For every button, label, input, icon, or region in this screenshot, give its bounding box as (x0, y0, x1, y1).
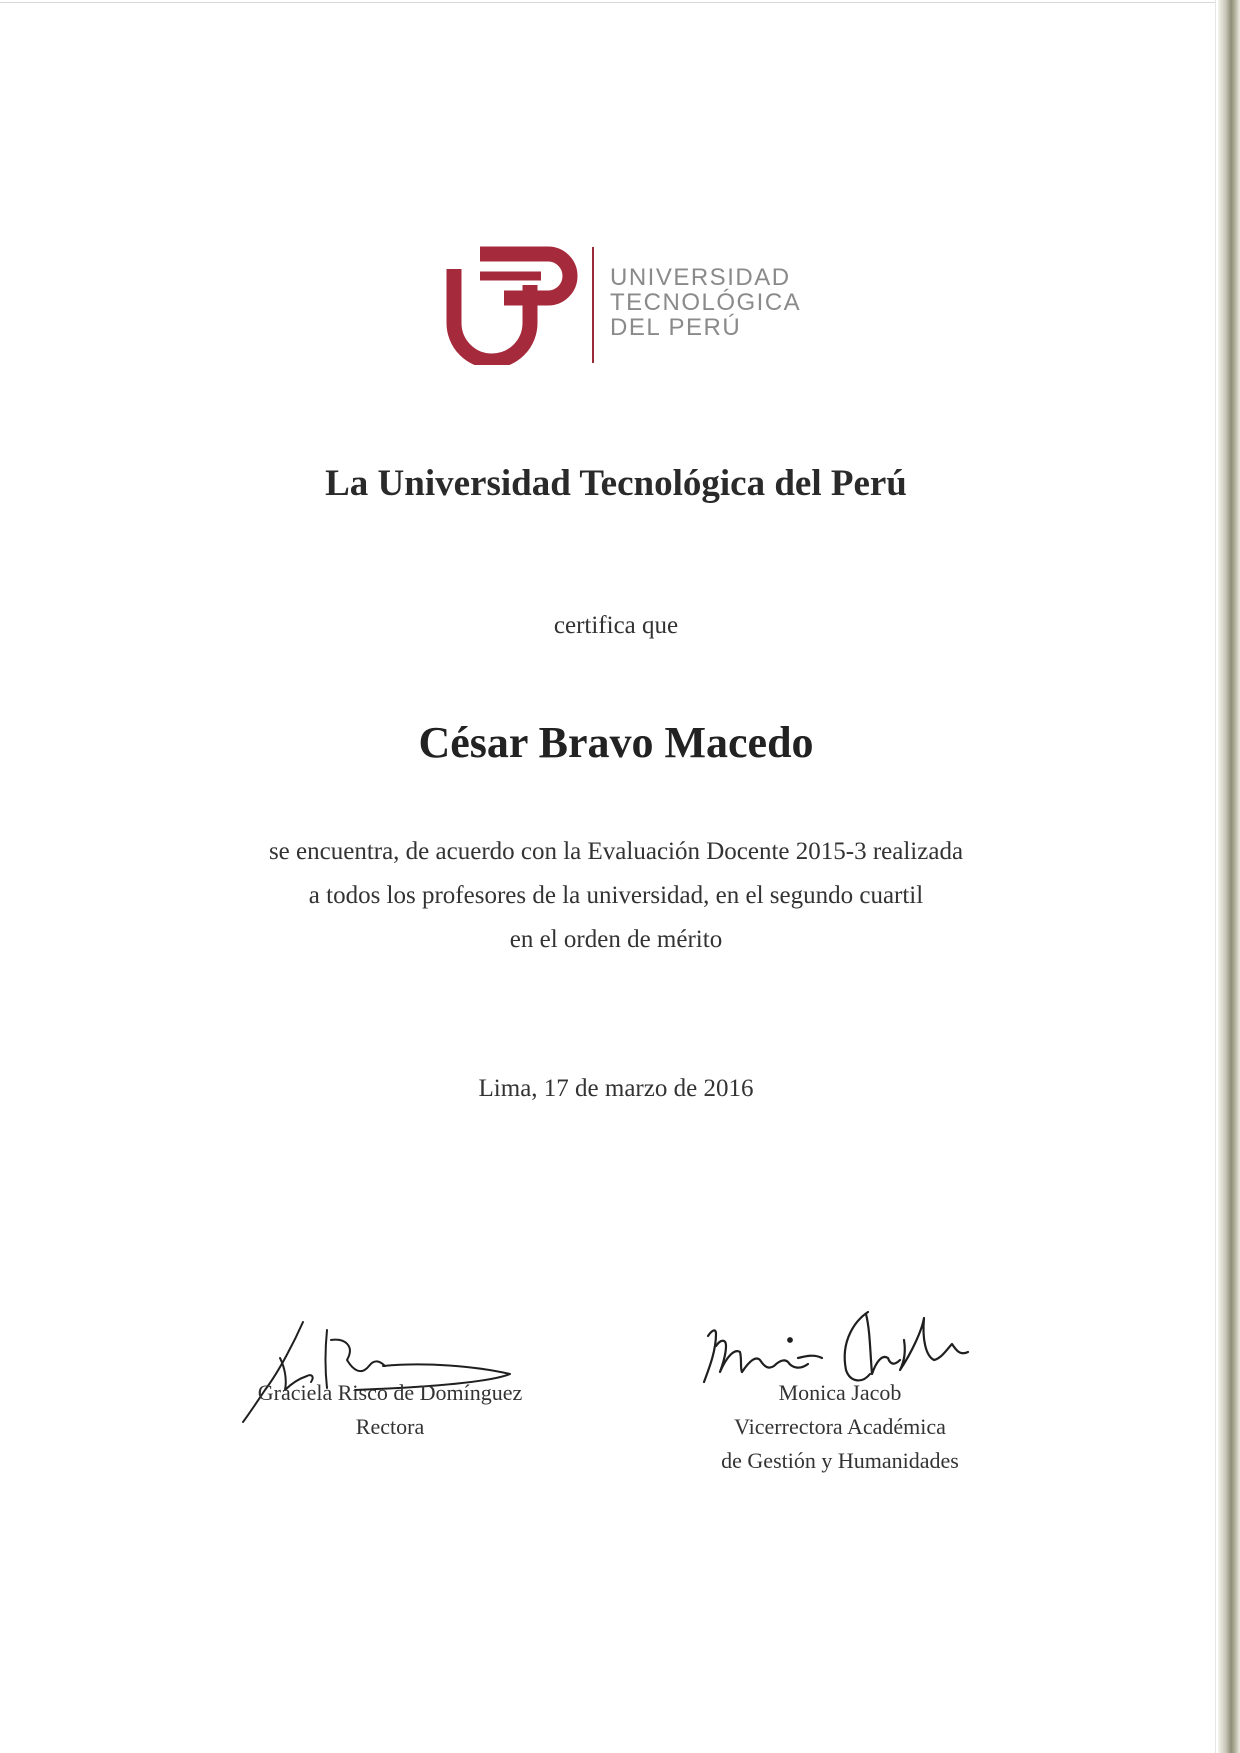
certify-text: certifica que (553, 612, 679, 639)
logo-line-3: DEL PERÚ (610, 314, 742, 341)
logo-line-1: UNIVERSIDAD (610, 264, 791, 291)
certificate-title: La Universidad Tecnológica del Perú (325, 463, 907, 504)
utp-logo-icon (440, 245, 580, 365)
place-and-date: Lima, 17 de marzo de 2016 (478, 1075, 754, 1102)
signatory-role: de Gestión y Humanidades (721, 1448, 959, 1473)
body-line: en el orden de mérito (509, 926, 723, 953)
logo-wordmark (610, 265, 801, 340)
signatory-vicerrectora (680, 1376, 1000, 1478)
utp-logo (440, 245, 800, 365)
logo-line-2: TECNOLÓGICA (610, 289, 802, 316)
body-line: a todos los profesores de la universidad, en el segundo cuartil (308, 882, 924, 909)
body-line: se encuentra, de acuerdo con la Evaluación Docente 2015-3 realizada (268, 838, 964, 865)
logo-divider (592, 247, 594, 363)
signatory-rector (200, 1376, 580, 1444)
signatory-name: Monica Jacob (778, 1380, 902, 1405)
signatory-role: Vicerrectora Académica (734, 1414, 946, 1439)
signatory-name: Graciela Risco de Domínguez (257, 1380, 523, 1405)
top-edge-line (0, 2, 1215, 3)
signatory-role: Rectora (355, 1414, 425, 1439)
recipient-name: César Bravo Macedo (418, 718, 814, 767)
certificate-body (0, 830, 1232, 962)
